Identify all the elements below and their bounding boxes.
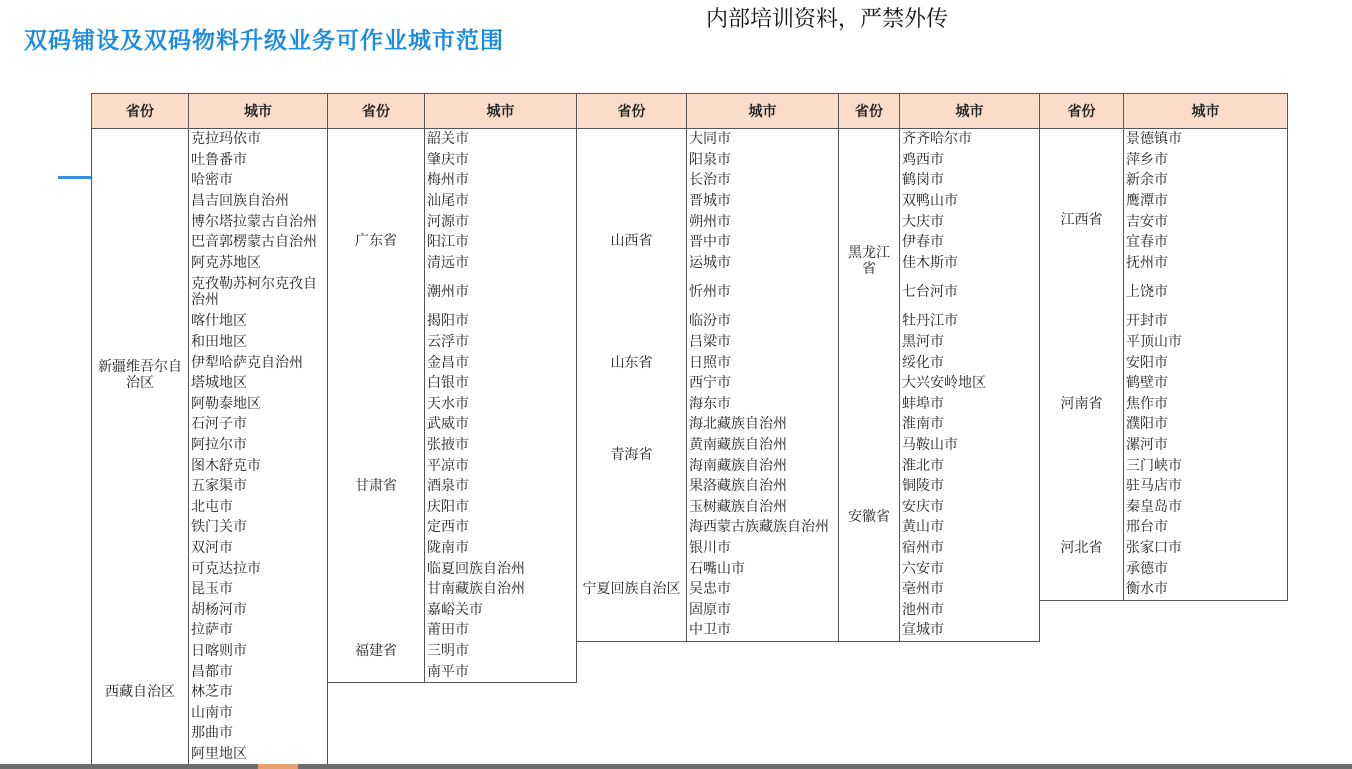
city-cell: 定西市 (424, 517, 577, 539)
province-cell: 西藏自治区 (91, 620, 189, 765)
city-cell: 长治市 (686, 170, 839, 192)
city-cell: 西宁市 (686, 373, 839, 395)
city-cell: 张掖市 (424, 435, 577, 457)
city-cell: 昆玉市 (188, 579, 328, 601)
header-city-5: 城市 (1123, 93, 1288, 129)
city-cell: 韶关市 (424, 129, 577, 151)
city-cell: 大庆市 (899, 211, 1040, 233)
city-cell: 承德市 (1123, 558, 1288, 580)
city-cell: 阿勒泰地区 (188, 394, 328, 416)
city-cell: 临夏回族自治州 (424, 558, 577, 580)
header-city-3: 城市 (686, 93, 839, 129)
city-cell: 濮阳市 (1123, 414, 1288, 436)
city-cell: 伊犁哈萨克自治州 (188, 352, 328, 374)
city-cell: 铜陵市 (899, 476, 1040, 498)
city-cell: 邢台市 (1123, 517, 1288, 539)
city-cell: 吴忠市 (686, 579, 839, 601)
city-cell: 固原市 (686, 600, 839, 622)
city-cell: 宣城市 (899, 620, 1040, 642)
city-cell: 胡杨河市 (188, 600, 328, 622)
city-cell: 吉安市 (1123, 211, 1288, 233)
header-city-4: 城市 (899, 93, 1040, 129)
city-cell: 衡水市 (1123, 579, 1288, 601)
city-cell: 张家口市 (1123, 538, 1288, 560)
city-cell: 焦作市 (1123, 394, 1288, 416)
city-cell: 阿拉尔市 (188, 435, 328, 457)
city-cell: 果洛藏族自治州 (686, 476, 839, 498)
city-cell: 可克达拉市 (188, 558, 328, 580)
city-cell: 银川市 (686, 538, 839, 560)
city-cell: 日照市 (686, 352, 839, 374)
province-cell: 甘肃省 (327, 352, 425, 621)
city-cell: 阿克苏地区 (188, 253, 328, 275)
city-cell: 昌都市 (188, 661, 328, 683)
city-cell: 克孜勒苏柯尔克孜自治州 (188, 273, 328, 312)
province-cell: 河南省 (1039, 311, 1124, 497)
province-cell: 青海省 (576, 373, 687, 539)
city-cell: 巴音郭楞蒙古自治州 (188, 232, 328, 254)
province-cell: 安徽省 (838, 394, 900, 642)
province-cell: 河北省 (1039, 497, 1124, 601)
bottom-border (0, 764, 1352, 769)
province-cell: 福建省 (327, 620, 425, 683)
header-city-1: 城市 (188, 93, 328, 129)
city-cell: 六安市 (899, 558, 1040, 580)
province-cell: 宁夏回族自治区 (576, 538, 687, 642)
city-cell: 陇南市 (424, 538, 577, 560)
internal-notice: 内部培训资料，严禁外传 (706, 7, 949, 32)
city-cell: 黄山市 (899, 517, 1040, 539)
city-cell: 双河市 (188, 538, 328, 560)
city-cell: 漯河市 (1123, 435, 1288, 457)
city-cell: 运城市 (686, 253, 839, 275)
city-cell: 揭阳市 (424, 311, 577, 333)
city-cell: 梅州市 (424, 170, 577, 192)
city-cell: 塔城地区 (188, 373, 328, 395)
city-cell: 秦皇岛市 (1123, 497, 1288, 519)
city-cell: 海东市 (686, 394, 839, 416)
city-cell: 昌吉回族自治州 (188, 191, 328, 213)
city-cell: 阿里地区 (188, 744, 328, 766)
city-cell: 喀什地区 (188, 311, 328, 333)
city-cell: 忻州市 (686, 273, 839, 312)
city-cell: 河源市 (424, 211, 577, 233)
city-cell: 吐鲁番市 (188, 150, 328, 172)
city-cell: 图木舒克市 (188, 455, 328, 477)
province-cell: 山西省 (576, 129, 687, 353)
city-cell: 和田地区 (188, 332, 328, 354)
city-cell: 三门峡市 (1123, 455, 1288, 477)
city-cell: 抚州市 (1123, 253, 1288, 275)
city-cell: 上饶市 (1123, 273, 1288, 312)
city-cell: 萍乡市 (1123, 150, 1288, 172)
city-cell: 庆阳市 (424, 497, 577, 519)
city-cell: 哈密市 (188, 170, 328, 192)
city-cell: 佳木斯市 (899, 253, 1040, 275)
city-cell: 宜春市 (1123, 232, 1288, 254)
city-cell: 安阳市 (1123, 352, 1288, 374)
city-cell: 淮北市 (899, 455, 1040, 477)
city-cell: 海北藏族自治州 (686, 414, 839, 436)
province-cell: 黑龙江省 (838, 129, 900, 395)
city-cell: 甘南藏族自治州 (424, 579, 577, 601)
city-cell: 阳江市 (424, 232, 577, 254)
city-cell: 双鸭山市 (899, 191, 1040, 213)
city-cell: 鹤岗市 (899, 170, 1040, 192)
city-cell: 齐齐哈尔市 (899, 129, 1040, 151)
city-cell: 平顶山市 (1123, 332, 1288, 354)
city-cell: 武威市 (424, 414, 577, 436)
city-cell: 景德镇市 (1123, 129, 1288, 151)
city-cell: 海南藏族自治州 (686, 455, 839, 477)
city-cell: 新余市 (1123, 170, 1288, 192)
city-cell: 开封市 (1123, 311, 1288, 333)
city-cell: 平凉市 (424, 455, 577, 477)
city-cell: 海西蒙古族藏族自治州 (686, 517, 839, 539)
city-cell: 克拉玛依市 (188, 129, 328, 151)
city-cell: 南平市 (424, 661, 577, 683)
city-cell: 日喀则市 (188, 641, 328, 663)
city-cell: 朔州市 (686, 211, 839, 233)
city-cell: 肇庆市 (424, 150, 577, 172)
city-cell: 黑河市 (899, 332, 1040, 354)
city-cell: 鸡西市 (899, 150, 1040, 172)
header-province-3: 省份 (576, 93, 687, 129)
city-cell: 吕梁市 (686, 332, 839, 354)
city-cell: 石河子市 (188, 414, 328, 436)
city-cell: 中卫市 (686, 620, 839, 642)
province-cell: 广东省 (327, 129, 425, 353)
city-cell: 云浮市 (424, 332, 577, 354)
city-cell: 大同市 (686, 129, 839, 151)
city-cell: 晋城市 (686, 191, 839, 213)
page-title: 双码铺设及双码物料升级业务可作业城市范围 (24, 28, 504, 54)
city-cell: 临汾市 (686, 311, 839, 333)
city-cell: 鹰潭市 (1123, 191, 1288, 213)
city-cell: 晋中市 (686, 232, 839, 254)
city-cell: 马鞍山市 (899, 435, 1040, 457)
city-cell: 莆田市 (424, 620, 577, 642)
city-cell: 铁门关市 (188, 517, 328, 539)
header-province-4: 省份 (838, 93, 900, 129)
city-cell: 金昌市 (424, 352, 577, 374)
city-cell: 黄南藏族自治州 (686, 435, 839, 457)
city-cell: 拉萨市 (188, 620, 328, 642)
city-cell: 北屯市 (188, 497, 328, 519)
city-cell: 伊春市 (899, 232, 1040, 254)
city-cell: 石嘴山市 (686, 558, 839, 580)
city-cell: 牡丹江市 (899, 311, 1040, 333)
header-province-2: 省份 (327, 93, 425, 129)
city-cell: 五家渠市 (188, 476, 328, 498)
city-cell: 嘉峪关市 (424, 600, 577, 622)
city-cell: 亳州市 (899, 579, 1040, 601)
city-cell: 驻马店市 (1123, 476, 1288, 498)
province-cell: 山东省 (576, 352, 687, 374)
city-cell: 鹤壁市 (1123, 373, 1288, 395)
city-cell: 蚌埠市 (899, 394, 1040, 416)
header-city-2: 城市 (424, 93, 577, 129)
city-cell: 天水市 (424, 394, 577, 416)
city-cell: 七台河市 (899, 273, 1040, 312)
province-cell: 江西省 (1039, 129, 1124, 312)
city-cell: 宿州市 (899, 538, 1040, 560)
city-cell: 玉树藏族自治州 (686, 497, 839, 519)
city-cell: 阳泉市 (686, 150, 839, 172)
city-cell: 那曲市 (188, 723, 328, 745)
city-cell: 池州市 (899, 600, 1040, 622)
city-cell: 林芝市 (188, 682, 328, 704)
city-cell: 白银市 (424, 373, 577, 395)
city-cell: 绥化市 (899, 352, 1040, 374)
city-cell: 博尔塔拉蒙古自治州 (188, 211, 328, 233)
header-province-1: 省份 (91, 93, 189, 129)
bottom-accent-mark (258, 764, 298, 769)
city-cell: 潮州市 (424, 273, 577, 312)
header-province-5: 省份 (1039, 93, 1124, 129)
province-cell: 新疆维吾尔自治区 (91, 129, 189, 621)
city-cell: 三明市 (424, 641, 577, 663)
city-cell: 安庆市 (899, 497, 1040, 519)
city-cell: 山南市 (188, 703, 328, 725)
city-cell: 酒泉市 (424, 476, 577, 498)
city-cell: 汕尾市 (424, 191, 577, 213)
city-cell: 淮南市 (899, 414, 1040, 436)
city-cell: 大兴安岭地区 (899, 373, 1040, 395)
city-cell: 清远市 (424, 253, 577, 275)
